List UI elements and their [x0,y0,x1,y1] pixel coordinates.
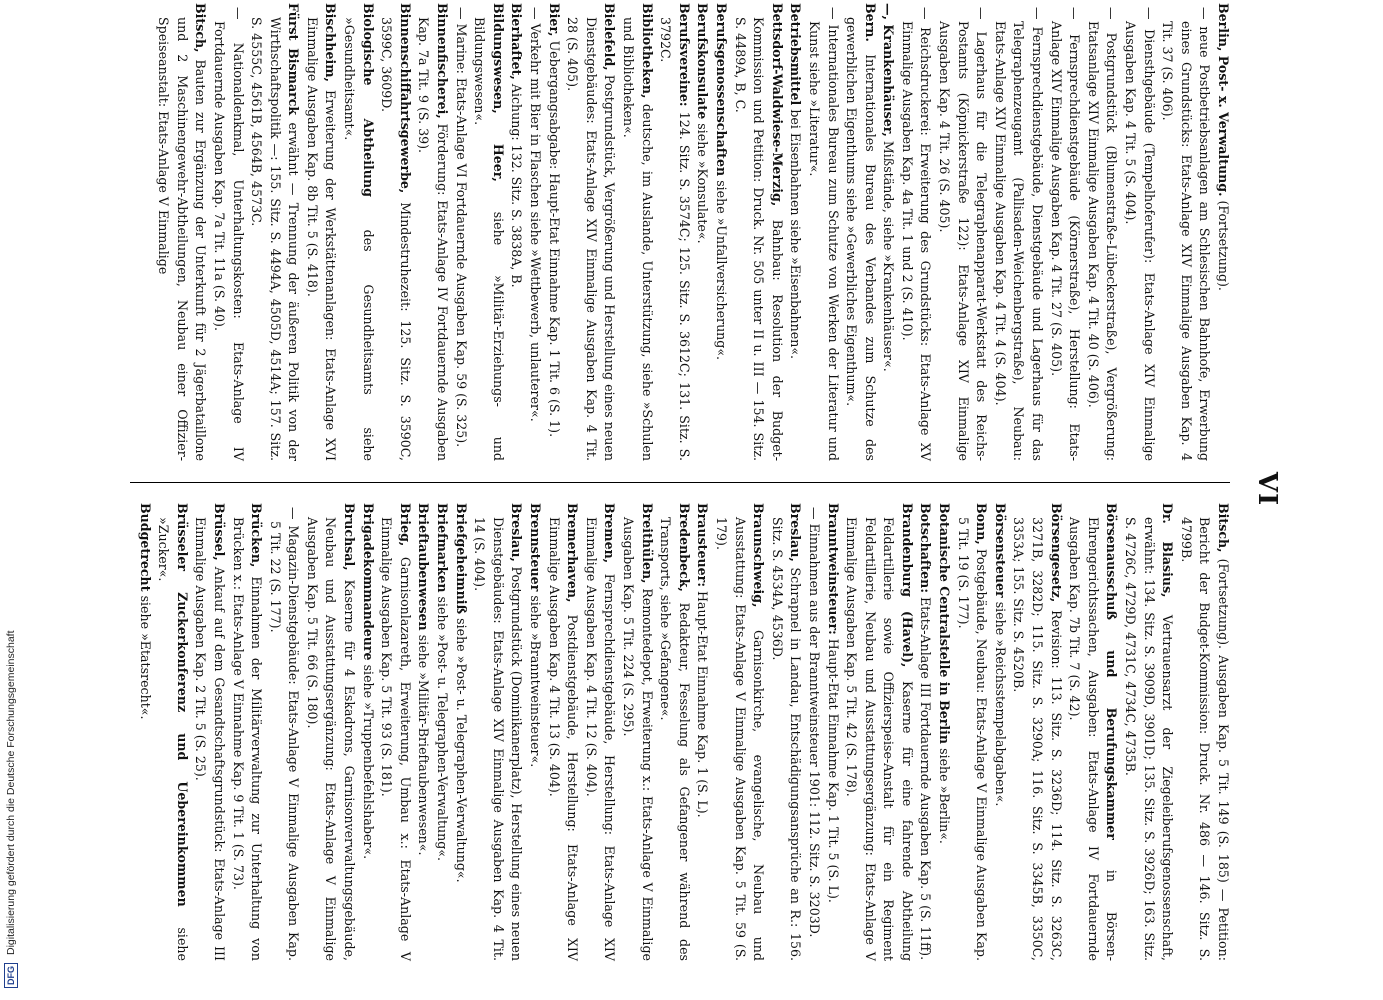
entry-text: (Fortsetzung). Ausgaben Kap. 5 Tit. 149 (S. 185) — Petition: Bericht der Budget-Kommission: Druck. Nr. 486 — 146. Sitz. S. 4799B. [1178,517,1231,961]
page-number: VI [1252,471,1282,507]
entry-heading: Brausteuer: [695,503,711,587]
entry-text: — Verkehr mit Bier in Flaschen siehe »Wettbewerb, unlauterer«. [528,7,544,422]
entry-text: Internationales Bureau des Verbandes zum Schutze des gewerblichen Eigenthums siehe »Gewerbliches Eigenthum«. [844,17,878,461]
entry-text: Vertrauensarzt der Ziegeleiberufsgenossenschaft, erwähnt: 134. Sitz. S. 3909D, 3901D; 135. Sitz. S. 3926D; 163. Sitz. S. 4726C, 4729D, 4731C, 4734C, 4735B. [1123,517,1176,961]
entry-text: Bauten zur Ergänzung der Unterkunft für 2 Jägerbataillone und 2 Maschinengewehr-Abtheilungen, Neubau einer Offizier-Speiseanstalt: Etats-Anlage V Einmalige [156,17,209,461]
entry-heading: Bischheim, [323,3,339,83]
index-entry [618,503,655,961]
index-entry [451,3,470,461]
entry-text: Haupt-Etat Einnahme Kap. 1 Tit. 5 (S. L). [825,638,841,903]
entry-text: Postgrundstück (Dominikanerplatz), Herstellung eines neuen Dienstgebäudes: Etats-Anlage XIV Einmalige Ausgaben Kap. 4 Tit. 14 (S. 404). [472,517,525,961]
entry-heading: Bitsch, [193,3,209,53]
right-column [135,503,1232,961]
index-entry [916,503,935,961]
entry-text: siehe »Truppenbefehlshaber«. [360,664,376,860]
index-entry [1176,503,1232,961]
entry-text: Postgrundstück, Vergrößerung und Herstellung eines neuen Dienstgebäudes: Etats-Anlage XIV Einmalige Ausgaben Kap. 4 Tit. 28 (S. 405). [565,17,618,461]
index-entry [1213,3,1232,461]
entry-heading: Berufskonsulate [695,3,711,120]
index-entry [544,503,581,961]
entry-text: Garnisonlazareth, Erweiterung, Umbau x.: Etats-Anlage V Einmalige Ausgaben Kap. 5 Tit. 93 (S. 181). [379,517,413,961]
entry-heading: Bier, [546,3,562,37]
entry-heading: Bitsch, [1216,503,1231,553]
entry-heading: Briefgeheimniß [453,503,469,615]
entry-heading: Bonn, [974,503,990,545]
entry-heading: Bielefeld, [602,3,618,71]
entry-text: Haupt-Etat Einnahme Kap. 1 (S. L). [695,590,711,818]
entry-text: Garnisonkirche, evangelische, Neubau und Ausstattung: Etats-Anlage V Einmalige Ausgaben Kap. 5 Tit. 59 (S. 179). [713,517,767,961]
index-entry [265,503,302,961]
index-entry [786,3,805,461]
index-entry [377,3,414,461]
entry-heading: Branntweinsteuer: [825,503,841,635]
entry-heading: Brüsseler Zuckerkonferenz und Uebereinkommen [174,503,190,907]
index-entry [581,503,618,961]
index-entry [823,503,842,961]
index-entry [990,3,1046,461]
entry-heading: Brigadekommandeure [360,503,376,661]
entry-text: bei Eisenbahnen siehe »Eisenbahnen«. [788,109,804,360]
entry-heading: Biologische Abtheilung [360,3,376,197]
entry-text: siehe »Post- u. Telegraphen-Verwaltung«. [435,596,451,861]
funding-note-text: Digitalisierung gefördert durch die Deutsche Forschungsgemeinschaft [5,630,17,955]
index-entry [711,3,730,461]
entry-text: siehe »Berlin«. [937,748,953,844]
entry-heading: Börsengesetz, [1048,503,1064,603]
entry-heading: Bremen, [602,503,618,564]
entry-heading: Breithülen, [639,503,655,584]
entry-heading: Botschaften: [918,503,934,593]
index-entry [135,503,154,961]
index-entry [191,503,228,961]
entry-text: siehe »Militär-Erziehungs- und Bildungswesen«. [472,17,506,461]
index-entry [414,3,451,461]
entry-text: Redakteur, Fesselung als Gefangener während des Transports, siehe »Gefangene«. [658,517,692,961]
entry-text: — Reichsdruckerei: Erweiterung des Grundstücks: Etats-Anlage XV Einmalige Ausgaben Kap. 4a Tit. 1 und 2 (S. 410). [899,7,934,461]
entry-text: siehe »Militär-Brieftaubenwesen«. [416,634,432,856]
entry-text: Etats-Anlage III Fortdauernde Ausgaben Kap. 5 (S. 11ff). [918,597,934,961]
index-entry [842,503,916,961]
funding-note [4,630,18,988]
entry-heading: Binnenschiffahrtsgewerbe, [397,3,413,194]
entry-heading: Bettsdorf-Waldwiese-Merzig, [769,3,785,207]
entry-heading: Berufsvereine: [676,3,692,107]
index-entry [247,3,303,461]
index-entry [656,3,693,461]
entry-text: Postdienstgebäude, Herstellung: Etats-Anlage XIV Einmalige Ausgaben Kap. 4 Tit. 13 (S. 404). [546,517,581,961]
entry-text: — Fernsprechdienstgebäude (Körnerstraße), Herstellung: Etats-Anlage XIV Einmalige Ausgaben Kap. 4 Tit. 27 (S. 405). [1048,7,1083,461]
index-entry [842,3,879,461]
entry-heading: Börsensteuer [992,503,1008,598]
entry-heading: Betriebsmittel [788,3,804,106]
entry-heading: Brücken, [249,503,265,568]
index-entry [711,503,767,961]
index-entry [432,503,451,961]
entry-text: Kaserne für eine fahrende Abtheilung Feldartillerie sowie Offizierspeise-Anstalt für ein Regiment Feldartillerie, Neubau und Ausstattungsergänzung: Etats-Anlage V Einmalige Ausgaben Kap. 5 Tit. 42 (S. 178). [844,517,915,961]
entry-heading: Dr. Blasius, [1160,503,1176,598]
index-entry [656,503,693,961]
entry-heading: Bremerhaven, [565,503,581,603]
index-entry [730,3,786,461]
column-divider [130,482,1230,483]
entry-text: 124. Sitz. S. 3574C; 125. Sitz. S. 3612C; 131. Sitz. S. 3792C. [658,17,692,461]
entry-text: Förderung: Etats-Anlage IV Fortdauernde Ausgaben Kap. 7a Tit. 9 (S. 39). [416,17,451,461]
entry-text: siehe »Unfallversicherung«. [713,180,729,361]
entry-heading: Briefmarken [435,503,451,593]
index-entry [470,503,526,961]
entry-text: siehe »Etatsrecht«. [137,595,153,720]
entry-text: erwähnt — Trennung der äußeren Politik von der Wirthschaftspolitik —: 155. Sitz. S. 4494A, 4505D, 4514A; 157. Sitz. S. 4555C, 4561B, 4564B, 4573C. [249,17,302,461]
entry-text: Postgebäude, Neubau: Etats-Anlage V Einmalige Ausgaben Kap. 5 Tit. 19 (S. 177). [955,517,990,961]
entry-text: Schrapnel in Landau, Entschädigungsansprüche an R.: 156. Sitz. S. 4534A, 4536D. [769,517,804,961]
index-entry [618,3,655,461]
entry-heading: Bildungswesen, Heer, [490,3,506,182]
entry-text: in Börsen-Ehrengerichtssachen, Ausgaben: Etats-Anlage IV Fortdauernde Ausgaben Kap. 7b Tit. 7 (S. 42). [1067,517,1120,961]
entry-heading: Berlin, Post- x. Verwaltung. [1216,3,1231,197]
index-entry [1083,3,1120,461]
dfg-logo: DFG [4,963,18,988]
index-entry [470,3,507,461]
index-entry [340,3,377,461]
index-entry [990,503,1009,961]
entry-text: siehe »Post- u. Telegraphen-Verwaltung«. [453,618,469,883]
entry-text: Uebergangsabgabe: Haupt-Etat Einnahme Kap. 1 Tit. 6 (S. 1). [546,40,562,438]
index-entry [414,503,433,961]
entry-heading: Brennsteuer [528,503,544,592]
entry-text: Einnahmen der Militärverwaltung zur Unterhaltung von Brücken x.: Etats-Anlage V Einnahme Kap. 9 Tit. 1 (S. 73). [230,517,265,961]
entry-text: Erweiterung der Werkstättenanlagen: Etats-Anlage XVI Einmalige Ausgaben Kap. 8b Tit. 5 (S. 418). [304,17,339,461]
index-entry [953,503,990,961]
entry-text: des Gesundheitsamts siehe »Gesundheitsamt«. [342,17,376,461]
entry-text: Fernsprechdienstgebäude, Herstellung: Etats-Anlage XIV Einmalige Ausgaben Kap. 4 Tit. 12 (S. 404). [583,517,618,961]
entry-text: — Einnahmen aus der Branntweinsteuer 1901: 112. Sitz. S. 3203D. [806,507,822,938]
index-entry [1046,3,1083,461]
index-entry [544,3,563,461]
entry-text: siehe »Reichsstempelabgaben«. [992,601,1008,807]
entry-text: — neue Postbetriebsanlagen am Schlesischen Bahnhofe, Erwerbung eines Grundstücks: Etats-Anlage XIV Einmalige Ausgaben Kap. 4 Tit. 37 (S. 406). [1160,7,1213,461]
entry-text: (Fortsetzung). [1216,200,1231,291]
entry-heading: Binnenfischerei, [435,3,451,119]
entry-heading: Bibliotheken, [639,3,655,99]
entry-heading: Budgetrecht [137,503,153,592]
entry-text: Ankauf auf dem Gesandtschaftsgrundstück: Etats-Anlage III Einmalige Ausgaben Kap. 2 Tit. 5 (S. 25). [193,517,227,961]
rotated-page-content [112,3,1292,975]
index-entry [767,503,804,961]
entry-text: — Internationales Bureau zum Schutze von Werken der Literatur und Kunst siehe »Literatur«. [806,7,841,461]
index-entry [804,503,823,961]
entry-text: siehe »Branntweinsteuer«. [528,595,544,768]
entry-text: Mindestruhezeit: 125. Sitz. S. 3590C, 3599C, 3609D. [379,17,413,461]
index-entry [693,503,712,961]
index-entry [302,3,339,461]
index-entry [1065,503,1121,961]
entry-heading: Bredenbeck, [676,503,692,592]
index-entry [507,3,526,461]
entry-text: — Diensthgebäude (Tempelhoferufer): Etats-Anlage XIV Einmalige Ausgaben Kap. 4 Tit. 5 (S. 404). [1123,7,1157,461]
entry-heading: Breslau, [509,503,525,562]
entry-heading: Brieg, [397,503,413,547]
index-entry [804,3,841,461]
entry-heading: Bern. [862,3,878,42]
index-entry [154,503,191,961]
left-column [154,3,1232,461]
entry-heading: Brandenburg (Havel), [899,503,915,668]
entry-heading: Börsenausschuß und Berufungskammer [1104,503,1120,840]
index-entry [879,3,898,461]
entry-heading: Braunschweig, [751,503,767,608]
entry-heading: Fürst Bismarck [286,3,302,116]
entry-text: — Marine: Etats-Anlage VI Fortdauernde Ausgaben Kap. 59 (S. 325). [453,7,469,448]
entry-heading: Berufsgenossenschaften [713,3,729,177]
index-entry [1120,3,1157,461]
index-entry [935,3,991,461]
entry-text: Mißstände, siehe »Krankenhäuser«. [881,140,897,372]
entry-text: deutsche, im Auslande, Unterstützung, siehe »Schulen und Bibliotheken«. [621,17,655,461]
entry-heading: Brüssel, [211,503,227,561]
entry-text: — Postgrundstück (Blumenstraße-Lübeckerstraße), Vergrößerung: Etatsanlage XIV Einmalige Ausgaben Kap. 4 Tit. 40 (S. 406). [1085,7,1120,461]
entry-text: siehe »Konsulate«. [695,123,711,244]
entry-heading: Bierhaftet, [509,3,525,80]
index-entry [209,3,246,461]
entry-heading: Brieftaubenwesen [416,503,432,631]
index-entry [1120,503,1176,961]
index-entry [693,3,712,461]
entry-text: siehe »Zucker«. [156,517,190,961]
index-entry [358,503,377,961]
entry-text: Revision: 113. Sitz. S. 3236D; 114. Sitz. S. 3263C, 3271B, 3282D; 115. Sitz. S. 3290A; 116. Sitz. S. 3345B, 3350C, 3353A; 155. Sitz. S. 4520B. [1011,517,1064,961]
entry-heading: Botanische Centralstelle in Berlin [937,503,953,745]
entry-heading: Breslau, [788,503,804,562]
index-entry [1009,503,1065,961]
entry-text: Remontedepot, Erweiterung x.: Etats-Anlage V Einmalige Ausgaben Kap. 5 Tit. 224 (S. 295). [621,517,655,961]
index-entry [154,3,210,461]
index-entry [228,503,265,961]
entry-text: — Nationaldenkmal, Unterhaltungskosten: Etats-Anlage IV Fortdauernde Ausgaben Kap. 7a Tit. 11a (S. 40). [211,7,246,461]
entry-text: Bahnbau: Resolution der Budget-Kommission und Petition: Druck. Nr. 505 unter II u. III — 154. Sitz. S. 4489A, B, C. [732,17,785,461]
index-entry [302,503,358,961]
funding-sidebar [0,0,22,1000]
entry-text: Aichung: 132. Sitz. S. 3838A, B. [509,83,525,288]
index-entry [451,503,470,961]
entry-text: — Magazin-Dienstgebäude: Etats-Anlage V Einmalige Ausgaben Kap. 5 Tit. 22 (S. 177). [267,507,302,961]
index-entry [377,503,414,961]
index-entry [1158,3,1214,461]
entry-text: Kaserne für 4 Eskadrons, Garnisonverwaltungsgebäude, Neubau und Ausstattungsergänzung: Etats-Anlage V Einmalige Ausgaben Kap. 5 Tit. 66 (S. 180). [304,517,358,961]
index-entry [525,3,544,461]
index-entry [563,3,619,461]
index-entry [935,503,954,961]
index-entry [897,3,934,461]
entry-text: — Lagerhaus für die Telegraphenapparat-Werkstatt des Reichs-Postamts (Köpnickerstraße 122): Etats-Anlage XIV Einmalige Ausgaben Kap. 4 Tit. 26 (S. 405). [937,7,990,461]
entry-heading: —, Krankenhäuser, [881,3,897,137]
index-entry [525,503,544,961]
entry-text: — Fernsprechdienstgebäude, Dienstgebäude und Lagerhaus für das Telegraphenzeugamt (Pallisaden-Weichenbergstraße), Neubau: Etats-Anlage XIV Einmalige Ausgaben Kap. 4 Tit. 4 (S. 404). [992,7,1046,461]
entry-heading: Bruchsal, [342,503,358,571]
